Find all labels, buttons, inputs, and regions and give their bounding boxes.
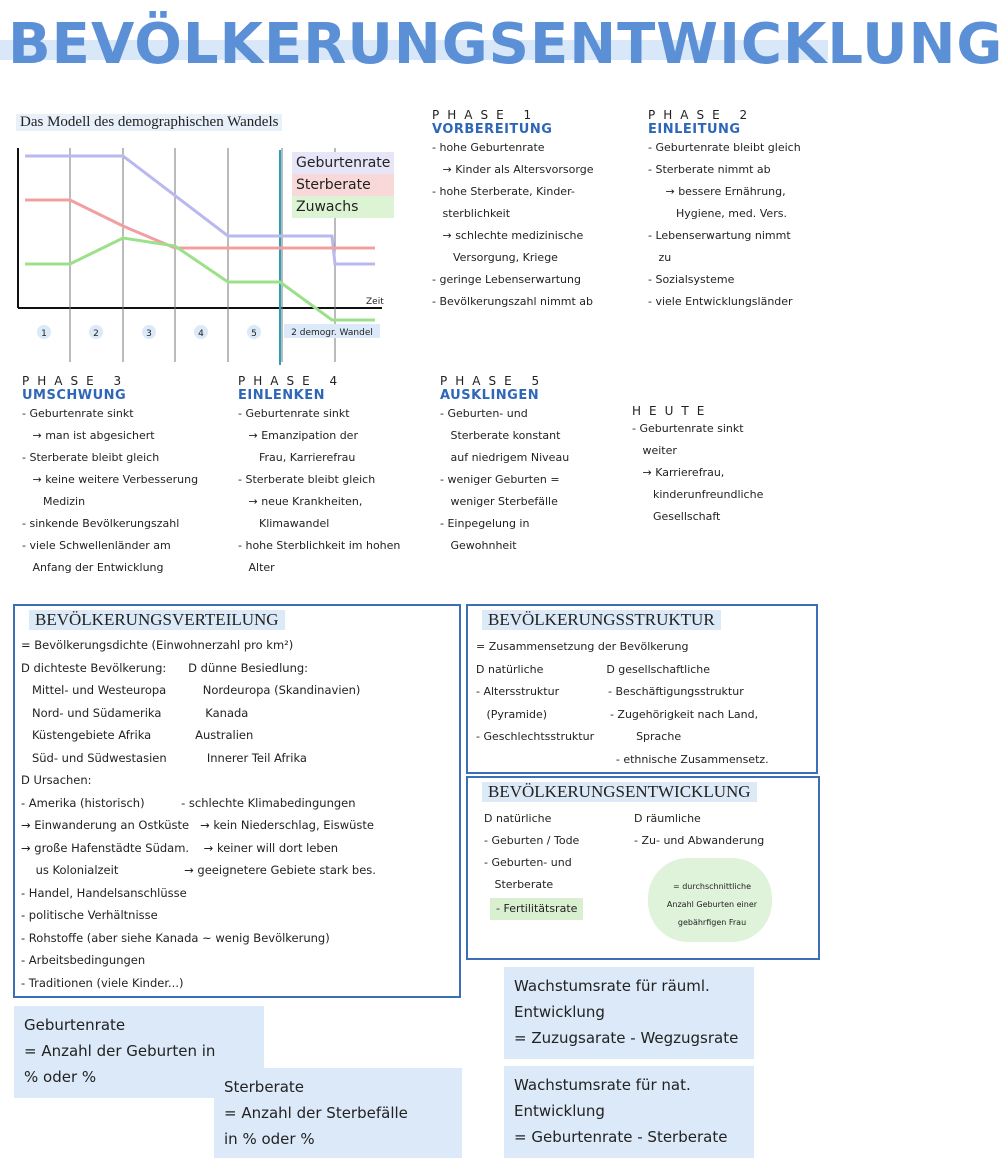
text-line: - Geburtenrate sinkt bbox=[22, 407, 134, 420]
phase-label: PHASE 2 bbox=[648, 108, 756, 122]
phase-head: VORBEREITUNG bbox=[432, 122, 553, 137]
phase-label: PHASE 4 bbox=[238, 374, 346, 388]
definition-term: Wachstumsrate für nat. bbox=[514, 1076, 691, 1094]
text-line: Hygiene, med. Vers. bbox=[648, 207, 787, 220]
definition-text: = Anzahl der Sterbefälle bbox=[224, 1104, 408, 1122]
phase-4 bbox=[238, 374, 428, 579]
definition-term: Sterberate bbox=[224, 1078, 305, 1096]
text-line: = Zusammensetzung der Bevölkerung bbox=[476, 640, 689, 653]
text-line: - weniger Geburten = bbox=[440, 473, 560, 486]
phase-2 bbox=[648, 108, 828, 313]
text-line: weiter bbox=[632, 444, 677, 457]
definition-text: in % oder % bbox=[224, 1130, 315, 1148]
text-line: D räumliche bbox=[634, 812, 701, 825]
text-line: Frau, Karrierefrau bbox=[238, 451, 356, 464]
text-line: Süd- und Südwestasien Innerer Teil Afrika bbox=[21, 750, 307, 765]
fertility-rate: - Fertilitätsrate bbox=[490, 898, 583, 920]
phase-head: EINLENKEN bbox=[238, 388, 325, 403]
definition-text: = Zuzugsarate - Wegzugsrate bbox=[514, 1029, 739, 1047]
text-line: Sterberate bbox=[484, 878, 554, 891]
x-axis-label: Zeit bbox=[366, 297, 384, 307]
category-label: 1 bbox=[41, 329, 47, 339]
text-line: auf niedrigem Niveau bbox=[440, 451, 570, 464]
category-label: 4 bbox=[198, 329, 204, 339]
text-line: - Geburten- und bbox=[484, 856, 572, 869]
text-line: - Amerika (historisch) - schlechte Klimabedingungen bbox=[21, 795, 356, 810]
struktur-box bbox=[466, 604, 818, 774]
text-line: D natürliche D gesellschaftliche bbox=[476, 662, 711, 676]
text-line: - ethnische Zusammensetz. bbox=[476, 752, 769, 766]
text-line: - Geschlechtsstruktur Sprache bbox=[476, 730, 682, 743]
text-line: - Geburtenrate sinkt bbox=[632, 422, 744, 435]
text-line: Medizin bbox=[22, 495, 86, 508]
text-line: - Zu- und Abwanderung bbox=[634, 834, 765, 847]
text-line: → Emanzipation der bbox=[238, 429, 358, 442]
verteilung-title: BEVÖLKERUNGSVERTEILUNG bbox=[29, 610, 285, 630]
phase-head: AUSKLINGEN bbox=[440, 388, 540, 403]
definition-text: = Geburtenrate - Sterberate bbox=[514, 1128, 728, 1146]
phase-head: EINLEITUNG bbox=[648, 122, 741, 137]
phase-1 bbox=[432, 108, 632, 313]
text-line: - Traditionen (viele Kinder...) bbox=[21, 975, 184, 990]
phase-5 bbox=[440, 374, 620, 557]
text-line: - viele Entwicklungsländer bbox=[648, 295, 793, 308]
legend bbox=[292, 152, 394, 218]
category-label: 2 bbox=[93, 329, 99, 339]
text-line: → man ist abgesichert bbox=[22, 429, 155, 442]
text-line: - Altersstruktur - Beschäftigungsstruktur bbox=[476, 685, 744, 698]
phase-3 bbox=[22, 374, 227, 579]
definition-text: = Anzahl der Geburten in bbox=[24, 1042, 216, 1060]
text-line: gebährfigen Frau bbox=[677, 918, 747, 927]
phase-heute bbox=[632, 404, 822, 528]
text-line: → keine weitere Verbesserung bbox=[22, 473, 199, 486]
category-label: 3 bbox=[146, 329, 152, 339]
text-line: (Pyramide) - Zugehörigkeit nach Land, bbox=[476, 707, 759, 721]
transition-label: 2 demogr. Wandel bbox=[291, 328, 373, 338]
text-line: Anzahl Geburten einer bbox=[666, 900, 758, 909]
text-line: Mittel- und Westeuropa Nordeuropa (Skandinavien) bbox=[21, 683, 361, 697]
text-line: = durchschnittliche bbox=[672, 882, 751, 891]
phase-label: PHASE 3 bbox=[22, 374, 130, 388]
text-line: - Sterberate nimmt ab bbox=[648, 163, 771, 176]
text-line: sterblichkeit bbox=[432, 207, 511, 220]
text-line: - hohe Sterblichkeit im hohen bbox=[238, 539, 401, 552]
text-line: → Karrierefrau, bbox=[632, 466, 725, 479]
text-line: → schlechte medizinische bbox=[432, 229, 584, 242]
phase-head: UMSCHWUNG bbox=[22, 388, 127, 403]
text-line: - viele Schwellenländer am bbox=[22, 539, 171, 552]
text-line: kinderunfreundliche bbox=[632, 488, 764, 501]
text-line: us Kolonialzeit → geeignetere Gebiete stark bes. bbox=[21, 863, 376, 877]
phase-label: HEUTE bbox=[632, 404, 713, 418]
text-line: - Einpegelung in bbox=[440, 517, 530, 530]
text-line: - Sterberate bleibt gleich bbox=[238, 473, 376, 486]
page-title: BEVÖLKERUNGSENTWICKLUNG bbox=[8, 12, 1003, 77]
text-line: → neue Krankheiten, bbox=[238, 495, 363, 508]
text-line: D Ursachen: bbox=[21, 773, 92, 787]
legend-sterberate: Sterberate bbox=[292, 174, 394, 196]
definition-wachstum-raeuml bbox=[504, 967, 754, 1059]
definition-text: Entwicklung bbox=[514, 1102, 605, 1120]
text-line: Gesellschaft bbox=[632, 510, 721, 523]
verteilung-box bbox=[13, 604, 461, 998]
phase-label: PHASE 5 bbox=[440, 374, 548, 388]
text-line: → große Hafenstädte Südam. → keiner will dort leben bbox=[21, 840, 339, 855]
definition-term: Wachstumsrate für räuml. bbox=[514, 977, 710, 995]
chart-title: Das Modell des demographischen Wandels bbox=[16, 114, 282, 131]
entwicklung-title: BEVÖLKERUNGSENTWICKLUNG bbox=[482, 782, 757, 802]
category-label: 5 bbox=[251, 329, 257, 339]
text-line: Nord- und Südamerika Kanada bbox=[21, 705, 249, 720]
text-line: - Sozialsysteme bbox=[648, 273, 735, 286]
text-line: - Bevölkerungszahl nimmt ab bbox=[432, 295, 594, 308]
text-line: - Geburten- und bbox=[440, 407, 528, 420]
text-line: - Geburtenrate bleibt gleich bbox=[648, 141, 801, 154]
legend-zuwachs: Zuwachs bbox=[292, 196, 394, 218]
text-line: - politische Verhältnisse bbox=[21, 908, 158, 922]
text-line: - Arbeitsbedingungen bbox=[21, 953, 146, 967]
text-line: Anfang der Entwicklung bbox=[22, 561, 164, 574]
definition-text: % oder % bbox=[24, 1068, 97, 1086]
text-line: Klimawandel bbox=[238, 517, 330, 530]
text-line: D natürliche bbox=[484, 812, 552, 825]
struktur-title: BEVÖLKERUNGSSTRUKTUR bbox=[482, 610, 721, 630]
text-line: Gewohnheit bbox=[440, 539, 517, 552]
text-line: = Bevölkerungsdichte (Einwohnerzahl pro km²) bbox=[21, 638, 294, 652]
text-line: Versorgung, Kriege bbox=[432, 251, 558, 264]
text-line: - hohe Geburtenrate bbox=[432, 141, 545, 154]
text-line: Sterberate konstant bbox=[440, 429, 561, 442]
text-line: D dichteste Bevölkerung: D dünne Besiedlung: bbox=[21, 660, 309, 675]
text-line: - geringe Lebenserwartung bbox=[432, 273, 581, 286]
text-line: - Geburtenrate sinkt bbox=[238, 407, 350, 420]
legend-geburtenrate: Geburtenrate bbox=[292, 152, 394, 174]
definition-term: Geburtenrate bbox=[24, 1016, 126, 1034]
text-line: → bessere Ernährung, bbox=[648, 185, 786, 198]
text-line: Küstengebiete Afrika Australien bbox=[21, 728, 254, 742]
text-line: - sinkende Bevölkerungszahl bbox=[22, 517, 180, 530]
text-line: - hohe Sterberate, Kinder- bbox=[432, 185, 575, 198]
text-line: → Kinder als Altersvorsorge bbox=[432, 163, 594, 176]
text-line: zu bbox=[648, 251, 672, 264]
text-line: - Geburten / Tode bbox=[484, 834, 580, 847]
definition-sterberate bbox=[214, 1068, 462, 1158]
text-line: → Einwanderung an Ostküste → kein Niederschlag, Eiswüste bbox=[21, 818, 375, 832]
phase-label: PHASE 1 bbox=[432, 108, 540, 122]
text-line: - Sterberate bleibt gleich bbox=[22, 451, 160, 464]
text-line: Alter bbox=[238, 561, 275, 574]
definition-wachstum-nat bbox=[504, 1066, 754, 1158]
text-line: - Rohstoffe (aber siehe Kanada ~ wenig Bevölkerung) bbox=[21, 930, 330, 945]
text-line: weniger Sterbefälle bbox=[440, 495, 558, 508]
text-line: - Handel, Handelsanschlüsse bbox=[21, 885, 187, 900]
text-line: - Lebenserwartung nimmt bbox=[648, 229, 791, 242]
definition-text: Entwicklung bbox=[514, 1003, 605, 1021]
entwicklung-box bbox=[466, 776, 820, 960]
